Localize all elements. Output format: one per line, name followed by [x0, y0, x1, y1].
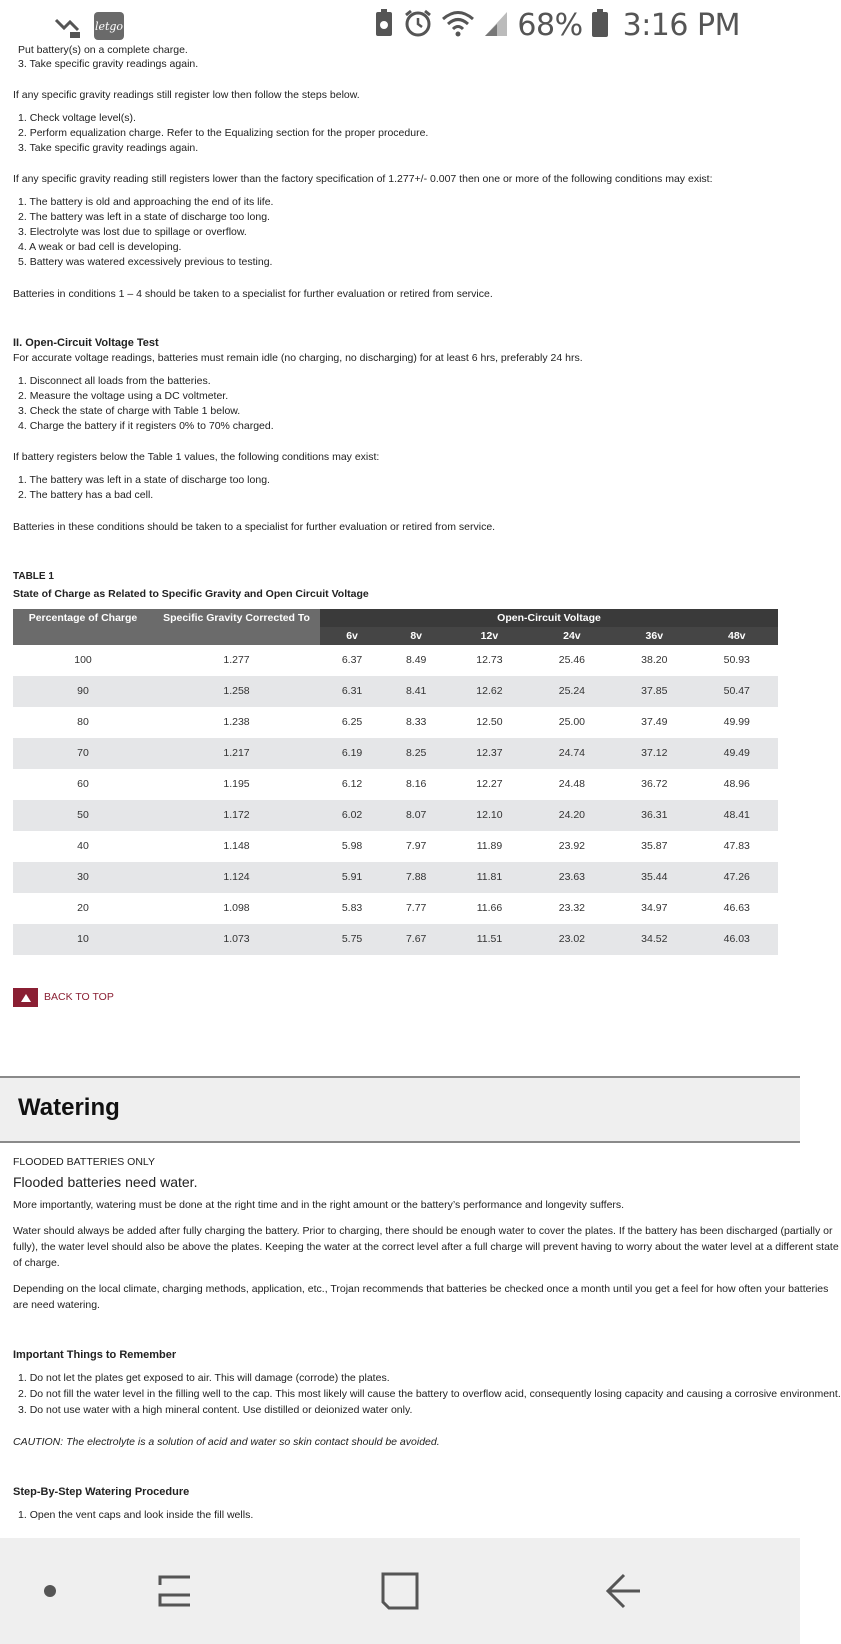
- table-row: [13, 676, 778, 707]
- cell-specific-gravity: 1.172: [153, 800, 320, 831]
- cell-specific-gravity: 1.098: [223, 902, 250, 914]
- cell-percentage: 40: [77, 840, 89, 852]
- table-row: [13, 800, 778, 831]
- recent-apps-icon[interactable]: [140, 1538, 210, 1644]
- list-item: 5. Battery was watered excessively previous to testing.: [18, 256, 273, 268]
- cell-24v: 25.00: [558, 716, 586, 728]
- cell-6v: 5.98: [341, 840, 363, 852]
- cell-48v: 48.96: [723, 778, 750, 790]
- cell-12v: 11.66: [476, 902, 503, 914]
- cell-36v: 36.31: [613, 800, 695, 831]
- cell-12v: 12.37: [448, 738, 530, 769]
- cell-8v: 8.25: [384, 738, 448, 769]
- back-to-top-label[interactable]: BACK TO TOP: [44, 991, 114, 1003]
- ocv-conds: [13, 473, 800, 503]
- list-item: 4. Charge the battery if it registers 0% to 70% charged.: [18, 420, 274, 432]
- cell-6v: 6.12: [341, 778, 363, 790]
- missed-call-icon: [52, 12, 82, 40]
- ocv-steps: [13, 374, 800, 434]
- cell-percentage: 100: [74, 654, 92, 666]
- cell-specific-gravity: 1.258: [153, 676, 320, 707]
- list-item: 2. The battery was left in a state of discharge too long.: [18, 211, 270, 223]
- battery-saver-icon: [373, 8, 395, 43]
- cell-36v: 38.20: [641, 654, 668, 666]
- table-row: [13, 769, 778, 800]
- col-header-36v: 36v: [613, 627, 695, 645]
- cell-8v: 8.33: [405, 716, 427, 728]
- cell-24v: 24.74: [531, 738, 613, 769]
- cell-36v: 37.49: [641, 716, 668, 728]
- cell-36v: 37.12: [613, 738, 695, 769]
- list-item: 3. Do not use water with a high mineral content. Use distilled or deionized water only.: [18, 1404, 413, 1416]
- list-conditions: [13, 195, 800, 270]
- list-item: 1. Open the vent caps and look inside the fill wells.: [18, 1509, 254, 1521]
- watering-p1: More importantly, watering must be done at the right time and in the right amount or the battery’s performance and longevity suffers.: [13, 1199, 625, 1211]
- watering-kicker: FLOODED BATTERIES ONLY: [13, 1156, 155, 1168]
- cell-36v: 35.87: [641, 840, 668, 852]
- cell-specific-gravity: 1.124: [153, 862, 320, 893]
- battery-icon: [591, 8, 609, 43]
- cell-12v: 12.10: [448, 800, 530, 831]
- col-header-48v: 48v: [696, 627, 778, 645]
- cell-12v: 11.81: [448, 862, 530, 893]
- dot-icon[interactable]: [20, 1538, 80, 1644]
- cell-36v: 35.44: [613, 862, 695, 893]
- battery-percent: 68%: [517, 8, 583, 43]
- list-item: 1. The battery was left in a state of discharge too long.: [18, 474, 270, 486]
- cell-6v: 6.19: [320, 738, 384, 769]
- cell-12v: 12.27: [476, 778, 503, 790]
- cell-24v: 23.02: [531, 924, 613, 955]
- list-item: 3. Take specific gravity readings again.: [18, 142, 199, 154]
- cell-48v: 46.63: [723, 902, 750, 914]
- cell-percentage: 50: [13, 800, 153, 831]
- cell-6v: 6.02: [320, 800, 384, 831]
- watering-p2-line1: Water should always be added after fully charging the battery. Prior to charging, there should be enough water to cover the plates. If the battery has been discharged (partially or: [13, 1225, 833, 1237]
- col-header-8v: 8v: [384, 627, 448, 645]
- col-header-ocv: Open-Circuit Voltage: [320, 609, 778, 627]
- cell-24v: 24.20: [531, 800, 613, 831]
- cell-24v: 24.48: [558, 778, 586, 790]
- cell-8v: 7.77: [405, 902, 427, 914]
- cell-24v: 23.32: [558, 902, 586, 914]
- cell-48v: 50.47: [696, 676, 778, 707]
- col-header-percentage: Percentage of Charge: [13, 609, 153, 645]
- watering-content: [13, 1154, 841, 1523]
- ocv-below: If battery registers below the Table 1 values, the following conditions may exist:: [13, 451, 380, 463]
- cell-percentage: 10: [13, 924, 153, 955]
- cell-specific-gravity: 1.073: [153, 924, 320, 955]
- caution-note: CAUTION: The electrolyte is a solution of acid and water so skin contact should be avoided.: [13, 1436, 440, 1448]
- col-header-24v: 24v: [531, 627, 613, 645]
- list-item: 3. Take specific gravity readings again.: [18, 58, 199, 70]
- clock-time: 3:16 PM: [622, 8, 740, 43]
- cell-percentage: 70: [13, 738, 153, 769]
- list-item: 3. Electrolyte was lost due to spillage or overflow.: [18, 226, 247, 238]
- watering-section-header: [0, 1076, 800, 1143]
- watering-title: Watering: [18, 1094, 120, 1121]
- cell-24v: 25.24: [531, 676, 613, 707]
- table-row: [13, 645, 778, 676]
- table-row: [13, 707, 778, 738]
- cell-36v: 36.72: [641, 778, 668, 790]
- arrow-up-icon: [13, 988, 38, 1007]
- list-item: 1. Disconnect all loads from the batteries.: [18, 375, 211, 387]
- cell-percentage: 30: [13, 862, 153, 893]
- letgo-label: letgo: [94, 19, 124, 33]
- para-low: If any specific gravity readings still register low then follow the steps below.: [13, 89, 360, 101]
- cell-specific-gravity: 1.148: [223, 840, 250, 852]
- procedure-title: Step-By-Step Watering Procedure: [13, 1486, 190, 1498]
- alarm-icon: [403, 8, 433, 43]
- table-caption: State of Charge as Related to Specific Gravity and Open Circuit Voltage: [13, 588, 369, 600]
- cell-specific-gravity: 1.195: [223, 778, 250, 790]
- home-icon[interactable]: [365, 1538, 435, 1644]
- procedure-list: [13, 1507, 800, 1523]
- watering-lead: Flooded batteries need water.: [13, 1174, 198, 1190]
- cell-24v: 23.92: [558, 840, 586, 852]
- cell-36v: 34.97: [641, 902, 668, 914]
- state-of-charge-table: [13, 609, 778, 955]
- back-to-top-link[interactable]: [13, 988, 800, 1007]
- cell-6v: 6.31: [320, 676, 384, 707]
- ocv-intro: For accurate voltage readings, batteries must remain idle (no charging, no discharging) for at least 6 hrs, preferably 24 hrs.: [13, 352, 583, 364]
- cell-6v: 5.83: [341, 902, 363, 914]
- cell-12v: 11.89: [476, 840, 503, 852]
- watering-p3-line1: Depending on the local climate, charging methods, application, etc., Trojan recommends that batteries be checked once a month until you get a feel for how often your batteries: [13, 1283, 829, 1295]
- cell-12v: 12.73: [476, 654, 503, 666]
- col-header-specific-gravity: Specific Gravity Corrected To: [153, 609, 320, 645]
- list-item: 1. The battery is old and approaching the end of its life.: [18, 196, 274, 208]
- cell-8v: 7.67: [384, 924, 448, 955]
- cell-48v: 48.41: [696, 800, 778, 831]
- cell-8v: 8.41: [384, 676, 448, 707]
- cell-6v: 5.75: [320, 924, 384, 955]
- cell-12v: 11.51: [448, 924, 530, 955]
- cell-specific-gravity: 1.238: [223, 716, 250, 728]
- list-item: 3. Check the state of charge with Table 1 below.: [18, 405, 241, 417]
- cell-6v: 6.37: [341, 654, 363, 666]
- cell-48v: 46.03: [696, 924, 778, 955]
- remember-title: Important Things to Remember: [13, 1349, 177, 1361]
- watering-p2-line2: fully), the water level should also be above the plates. Keeping the water at the correct level after a full charge will prevent having to worry about the water level at a different state: [13, 1241, 839, 1253]
- col-header-12v: 12v: [448, 627, 530, 645]
- back-icon[interactable]: [585, 1538, 660, 1644]
- ocv-title: II. Open-Circuit Voltage Test: [13, 337, 159, 349]
- para-specialist: Batteries in conditions 1 – 4 should be taken to a specialist for further evaluation or retired from service.: [13, 288, 493, 300]
- cut-list-item: Put battery(s) on a complete charge.: [18, 44, 188, 56]
- cell-8v: 8.49: [405, 654, 427, 666]
- cell-48v: 47.26: [696, 862, 778, 893]
- ocv-specialist: Batteries in these conditions should be taken to a specialist for further evaluation or retired from service.: [13, 521, 496, 533]
- list-item: 2. Perform equalization charge. Refer to the Equalizing section for the proper procedure.: [18, 127, 429, 139]
- table-row: [13, 738, 778, 769]
- article-content: [13, 44, 800, 1007]
- para-lower: If any specific gravity reading still registers lower than the factory specification of 1.277+/- 0.007 then one or more of the following conditions may exist:: [13, 173, 713, 185]
- cell-36v: 37.85: [613, 676, 695, 707]
- list-low: [13, 111, 800, 156]
- cell-percentage: 90: [13, 676, 153, 707]
- cell-48v: 47.83: [723, 840, 750, 852]
- cell-48v: 49.99: [723, 716, 750, 728]
- table-row: [13, 831, 778, 862]
- cell-8v: 7.97: [405, 840, 427, 852]
- list-item: 1. Do not let the plates get exposed to air. This will damage (corrode) the plates.: [18, 1372, 390, 1384]
- android-nav-bar: [0, 1538, 800, 1644]
- cell-percentage: 20: [77, 902, 89, 914]
- list-item: 1. Check voltage level(s).: [18, 112, 136, 124]
- table-label: TABLE 1: [13, 571, 54, 582]
- cell-24v: 23.63: [531, 862, 613, 893]
- cell-12v: 12.50: [476, 716, 503, 728]
- cell-specific-gravity: 1.277: [223, 654, 250, 666]
- cell-8v: 8.16: [405, 778, 427, 790]
- list-item: 2. Measure the voltage using a DC voltmeter.: [18, 390, 229, 402]
- letgo-app-icon: [94, 12, 124, 40]
- intro-list: [13, 57, 800, 72]
- watering-p2-line3: of charge.: [13, 1257, 60, 1269]
- table-row: [13, 862, 778, 893]
- wifi-icon: [441, 9, 475, 42]
- list-item: 2. Do not fill the water level in the filling well to the cap. This most likely will cause the battery to overflow acid, consequently losing capacity and causing a corrosive environment.: [18, 1388, 841, 1400]
- cell-percentage: 80: [77, 716, 89, 728]
- table-row: [13, 924, 778, 955]
- cell-36v: 34.52: [613, 924, 695, 955]
- remember-list: [13, 1370, 841, 1418]
- list-item: 2. The battery has a bad cell.: [18, 489, 154, 501]
- cell-specific-gravity: 1.217: [153, 738, 320, 769]
- cell-48v: 49.49: [696, 738, 778, 769]
- cell-8v: 7.88: [384, 862, 448, 893]
- signal-icon: [483, 9, 509, 42]
- cell-6v: 5.91: [320, 862, 384, 893]
- cell-24v: 25.46: [558, 654, 586, 666]
- col-header-6v: 6v: [320, 627, 384, 645]
- list-item: 4. A weak or bad cell is developing.: [18, 241, 182, 253]
- watering-p3-line2: are need watering.: [13, 1299, 100, 1311]
- cell-8v: 8.07: [384, 800, 448, 831]
- cell-percentage: 60: [77, 778, 89, 790]
- table-row: [13, 893, 778, 924]
- cell-48v: 50.93: [723, 654, 750, 666]
- cell-12v: 12.62: [448, 676, 530, 707]
- cell-6v: 6.25: [341, 716, 363, 728]
